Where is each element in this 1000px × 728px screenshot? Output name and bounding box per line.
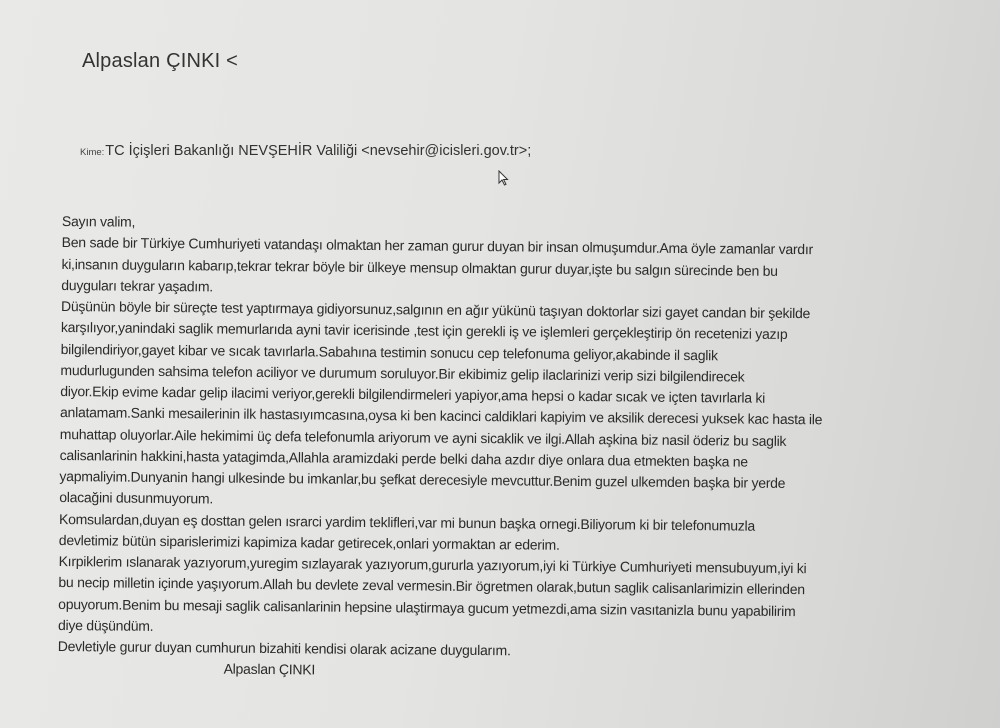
- letter-line: Kırpiklerim ıslanarak yazıyorum,yuregim sızlayarak yazıyorum,gururla yazıyorum,iyi ki Türkiye Cumhuriyeti mensubuyum,iyi ki: [58, 552, 807, 577]
- letter-line: Sayın valim,: [61, 212, 136, 230]
- recipient-line: [80, 143, 531, 159]
- letter-line: Devletiyle gurur duyan cumhurun bizahiti kendisi olarak acizane duygularım.: [57, 637, 511, 659]
- letter-line: diye düşündüm.: [57, 616, 154, 634]
- letter-line: Ben sade bir Türkiye Cumhuriyeti vatandaşı olmaktan her zaman gurur duyan bir insan olmuşumdur.Ama öyle zamanlar vardır: [61, 234, 813, 258]
- letter-line: ki,insanın duyguların kabarıp,tekrar tekrar böyle bir ülkeye mensup olmaktan gurur duyar,işte bu salgın sürecinde ben bu: [61, 255, 778, 279]
- letter-line: duyguları tekrar yaşadım.: [61, 276, 214, 295]
- letter-line: bu necip milletin içinde yaşıyorum.Allah bu devlete zeval vermesin.Bir ögretmen olarak,butun saglik calisanlarimizin ellerinden: [58, 574, 805, 598]
- mouse-pointer-icon: [498, 170, 510, 186]
- letter-line: karşılıyor,yanindaki saglik memurlarıda ayni tavir icerisinde ,test için gerekli iş ve işlemleri gerçekleştirip ön recetenizi yazıp: [60, 319, 788, 343]
- letter-line: Komsulardan,duyan eş dosttan gelen ısrarci yardim teklifleri,var mi bunun başka ornegi.Biliyorum ki bir telefonumuzla: [58, 510, 756, 534]
- letter-body: [58, 211, 982, 687]
- letter-line: muhattap oluyorlar.Aile hekimimi üç defa telefonumla ariyorum ve ayni sicaklik ve ilgi.Allah aşkina biz nasil öderiz bu saglik: [59, 425, 787, 449]
- letter-line: yapmaliyim.Dunyanin hangi ulkesinde bu imkanlar,bu şefkat derecesiyle mevcuttur.Benim guzel ulkemden başka bir yerde: [59, 467, 786, 491]
- letter-line: anlatamam.Sanki mesailerinin ilk hastasıyımcasına,oysa ki ben kacinci caldiklari kapiyim ve aksilik derecesi yuksek kac hasta ile: [59, 404, 823, 428]
- recipient-label: Kime:: [80, 147, 105, 158]
- letter-line: devletimiz bütün siparislerimizi kapimiza kadar getirecek,onlari yormaktan ar ederim.: [58, 531, 560, 553]
- letter-line: calisanlarinin hakkini,hasta yatagimda,Allahla aramizdaki perde belki daha azdır diye onlara dua etmekten başka ne: [59, 446, 748, 470]
- letter-line: opuyorum.Benim bu mesaji saglik calisanlarinin hepsine ulaştirmaya gucum yetmezdi,ama sizin vasıtanizla bunu yapabilirim: [58, 595, 796, 619]
- letter-line: bilgilendiriyor,gayet kibar ve sıcak tavırlarla.Sabahına testimin sonucu cep telefonuma geliyor,akabinde il saglik: [60, 340, 718, 363]
- letter-line: diyor.Ekip evime kadar gelip ilacimi veriyor,gerekli bilgilendirmeleri yapiyor,ama hepsi o kadar sıcak ve içten tavırlarla ki: [60, 382, 766, 406]
- sender-name: Alpaslan ÇINKI <: [82, 50, 239, 72]
- recipient-value: TC İçişleri Bakanlığı NEVŞEHİR Valiliği <nevsehir@icisleri.gov.tr>;: [105, 143, 532, 159]
- letter-line: mudurlugunden sahsima telefon aciliyor ve durumum soruluyor.Bir ekibimiz gelip ilaclarinizi verip sizi bilgilendirecek: [60, 361, 745, 385]
- letter-line: Düşünün böyle bir süreçte test yaptırmaya gidiyorsunuz,salgının en ağır yükünü taşıyan doktorlar sizi gayet candan bir şekilde: [61, 297, 811, 322]
- signature: Alpaslan ÇINKI: [223, 660, 316, 678]
- letter-line: olacağini dusunmuyorum.: [59, 489, 214, 507]
